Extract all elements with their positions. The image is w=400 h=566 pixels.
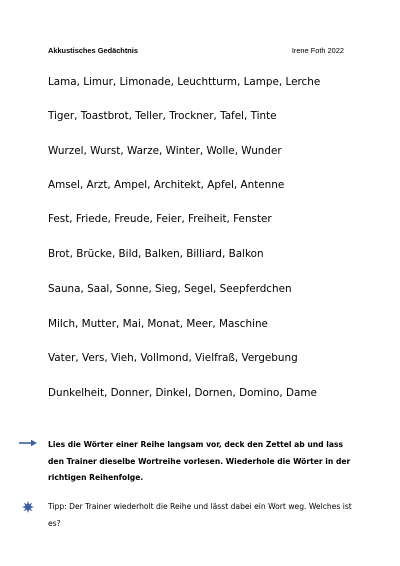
page-header [48, 46, 344, 58]
arrow-right-icon [19, 439, 37, 447]
word-row: Fest, Friede, Freude, Feier, Freiheit, Fenster [48, 213, 272, 225]
word-row: Amsel, Arzt, Ampel, Architekt, Apfel, Antenne [48, 179, 285, 191]
word-row: Vater, Vers, Vieh, Vollmond, Vielfraß, Vergebung [48, 352, 298, 364]
word-row: Lama, Limur, Limonade, Leuchtturm, Lampe, Lerche [48, 76, 321, 88]
word-row: Milch, Mutter, Mai, Monat, Meer, Maschine [48, 318, 268, 330]
author-credit: Irene Foth 2022 [291, 46, 344, 55]
word-row: Dunkelheit, Donner, Dinkel, Dornen, Domino, Dame [48, 387, 317, 399]
word-row: Wurzel, Wurst, Warze, Winter, Wolle, Wunder [48, 145, 282, 157]
word-row: Sauna, Saal, Sonne, Sieg, Segel, Seepferdchen [48, 283, 292, 295]
document-title: Akkustisches Gedächtnis [48, 46, 138, 55]
instruction-text: Lies die Wörter einer Reihe langsam vor, deck den Zettel ab und lass den Trainer dieselbe Wortreihe vorlesen. Wiederhole die Wörter in der richtigen Reihenfolge. [48, 440, 351, 482]
word-row: Brot, Brücke, Bild, Balken, Billiard, Balkon [48, 248, 264, 260]
tip-text: Tipp: Der Trainer wiederholt die Reihe und lässt dabei ein Wort weg. Welches ist es? [48, 502, 352, 528]
word-row: Tiger, Toastbrot, Teller, Trockner, Tafel, Tinte [48, 110, 277, 122]
star-icon [22, 501, 34, 513]
